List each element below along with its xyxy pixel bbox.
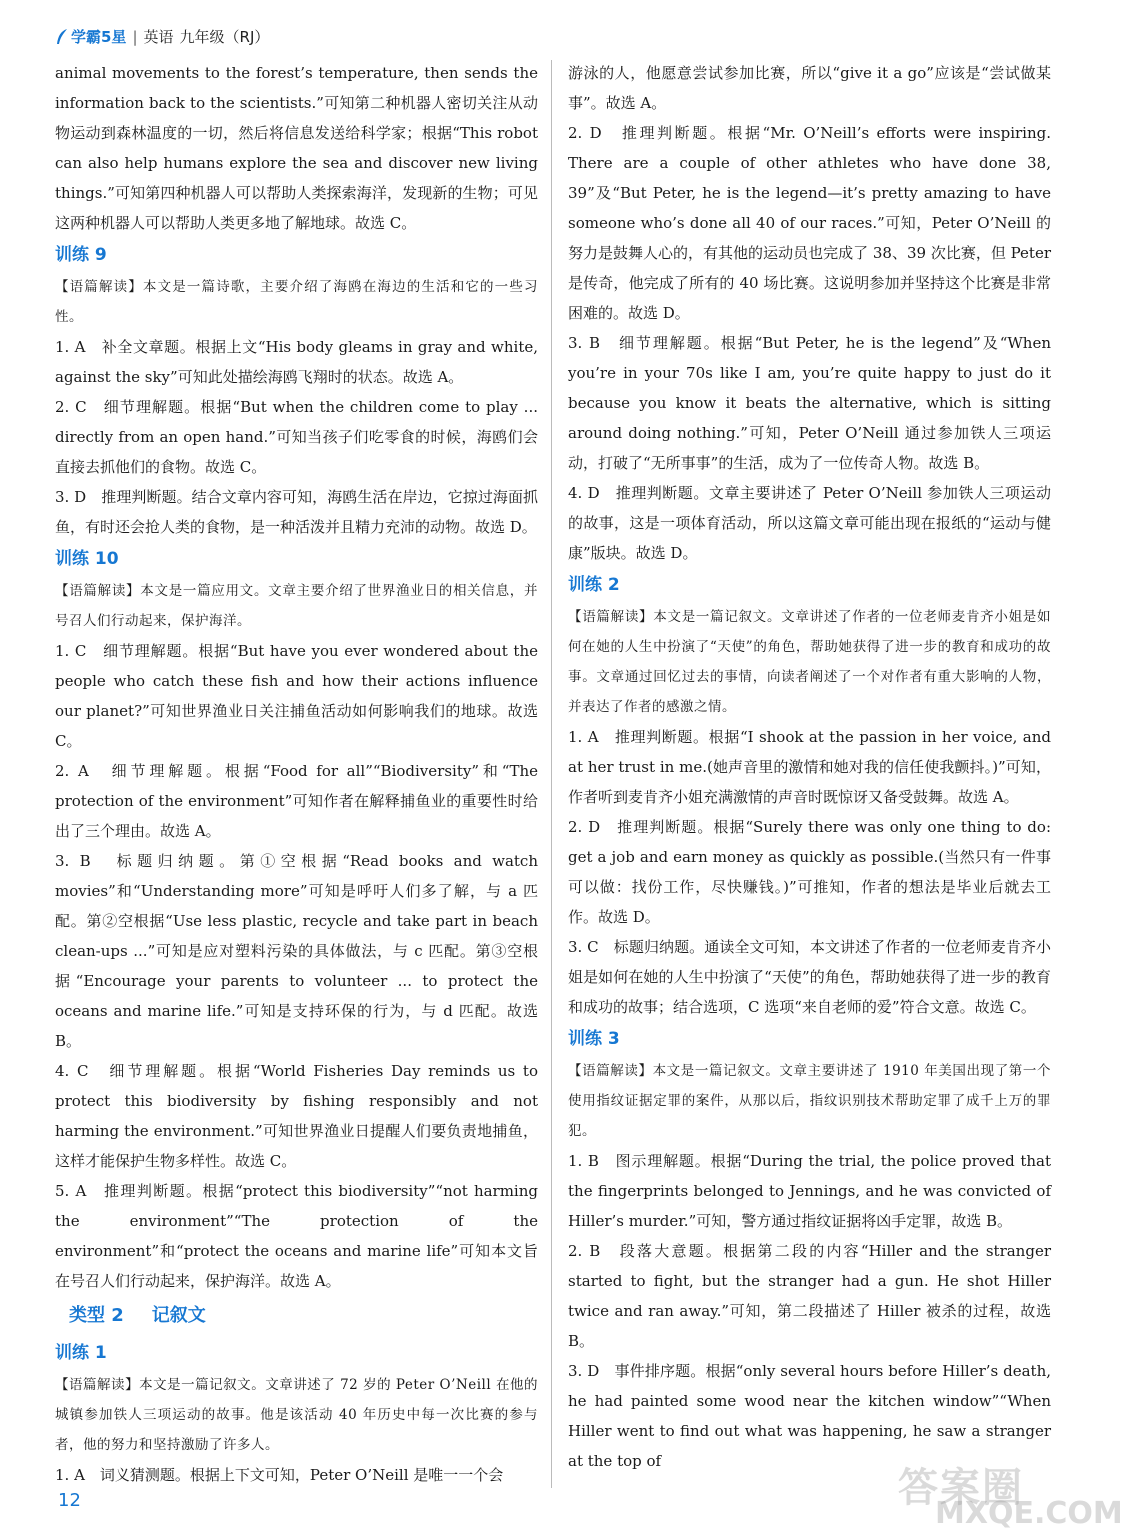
passage-analysis: 【语篇解读】本文是一篇记叙文。文章主要讲述了 1910 年美国出现了第一个使用指纹证据定罪的案件，从那以后，指纹识别技术帮助定罪了成千上万的罪犯。 (568, 1063, 1051, 1139)
answer-paragraph: 5. A 推理判断题。根据“protect this biodiversity”“not harming the environment”“The protection of the environment”和“protect the oceans and marine life”可知本文旨在号召人们行动起来，保护海洋。故选 A。 (55, 1182, 538, 1290)
watermark-url: MXQE.COM (935, 1496, 1123, 1531)
column-divider (551, 60, 552, 1488)
passage-analysis: 【语篇解读】本文是一篇记叙文。文章讲述了 72 岁的 Peter O’Neill 在他的城镇参加铁人三项运动的故事。他是该活动 40 年历史中每一次比赛的参与者，他的努力和坚持激励了许多人。 (55, 1377, 538, 1453)
passage-analysis: 【语篇解读】本文是一篇应用文。文章主要介绍了世界渔业日的相关信息，并号召人们行动起来，保护海洋。 (55, 583, 538, 629)
answer-paragraph: 3. D 事件排序题。根据“only several hours before Hiller’s death, he had painted some wood near the kitchen window”“When Hiller went to find out what was happening, he saw a stranger at the top of (568, 1362, 1051, 1470)
watermark-logo: 答案圈 (898, 1465, 1024, 1511)
answer-paragraph: 3. D 推理判断题。结合文章内容可知，海鸥生活在岸边，它掠过海面抓鱼，有时还会抢人类的食物，是一种活泼并且精力充沛的动物。故选 D。 (55, 488, 538, 536)
answer-paragraph: animal movements to the forest’s temperature, then sends the information back to the scientists.”可知第二种机器人密切关注从动物运动到森林温度的一切，然后将信息发送给科学家；根据“This robot can also help humans explore the sea and discover new living things.”可知第四种机器人可以帮助人类探索海洋，发现新的生物；可见这两种机器人可以帮助人类更多地了解地球。故选 C。 (55, 64, 538, 232)
answer-paragraph: 1. A 词义猜测题。根据上下文可知，Peter O’Neill 是唯一一个会 (55, 1466, 504, 1484)
passage-analysis: 【语篇解读】本文是一篇诗歌，主要介绍了海鸥在海边的生活和它的一些习性。 (55, 279, 538, 325)
exercise-heading: 训练 3 (568, 1029, 620, 1049)
answer-paragraph: 2. C 细节理解题。根据“But when the children come to play ... directly from an open hand.”可知当孩子们吃零食的时候，海鸥们会直接去抓他们的食物。故选 C。 (55, 398, 538, 476)
right-column (568, 58, 1051, 1476)
answer-paragraph: 1. B 图示理解题。根据“During the trial, the police proved that the fingerprints belonged to Jennings, and he was convicted of Hiller’s murder.”可知，警方通过指纹证据将凶手定罪，故选 B。 (568, 1152, 1051, 1230)
page-header (55, 26, 269, 47)
answer-paragraph: 4. D 推理判断题。文章主要讲述了 Peter O’Neill 参加铁人三项运动的故事，这是一项体育活动，所以这篇文章可能出现在报纸的“运动与健康”版块。故选 D。 (568, 484, 1051, 562)
header-separator: | (132, 27, 138, 46)
header-grade: 九年级（RJ） (179, 28, 270, 46)
type-name: 记叙文 (151, 1305, 206, 1326)
exercise-heading: 训练 2 (568, 575, 620, 595)
section-type-title (55, 1296, 538, 1336)
left-column (55, 58, 538, 1490)
exercise-heading: 训练 9 (55, 245, 107, 265)
brand-logo (55, 26, 126, 47)
answer-paragraph: 2. A 细节理解题。根据“Food for all”“Biodiversity”和“The protection of the environment”可知作者在解释捕鱼业的重要性时给出了三个理由。故选 A。 (55, 762, 538, 840)
answer-paragraph: 3. C 标题归纳题。通读全文可知，本文讲述了作者的一位老师麦肯齐小姐是如何在她的人生中扮演了“天使”的角色，帮助她获得了进一步的教育和成功的故事；结合选项，C 选项“来自老师的爱”符合文意。故选 C。 (568, 938, 1051, 1016)
answer-paragraph: 1. A 补全文章题。根据上文“His body gleams in gray and white, against the sky”可知此处描绘海鸥飞翔时的状态。故选 A。 (55, 338, 538, 386)
brand-name: 学霸5星 (71, 28, 127, 46)
passage-analysis: 【语篇解读】本文是一篇记叙文。文章讲述了作者的一位老师麦肯齐小姐是如何在她的人生中扮演了“天使”的角色，帮助她获得了进一步的教育和成功的故事。文章通过回忆过去的事情，向读者阐述了一个对作者有重大影响的人物，并表达了作者的感激之情。 (568, 609, 1051, 715)
header-subject: 英语 (143, 28, 174, 46)
answer-paragraph: 游泳的人，他愿意尝试参加比赛，所以“give it a go”应该是“尝试做某事”。故选 A。 (568, 64, 1051, 112)
answer-paragraph: 4. C 细节理解题。根据“World Fisheries Day reminds us to protect this biodiversity by fishing responsibly and not harming the environment.”可知世界渔业日提醒人们要负责地捕鱼，这样才能保护生物多样性。故选 C。 (55, 1062, 538, 1170)
answer-paragraph: 3. B 细节理解题。根据“But Peter, he is the legend”及“When you’re in your 70s like I am, you’re quite happy to just do it because you know it beats the alternative, which is sitting around doing nothing.”可知，Peter O’Neill 通过参加铁人三项运动，打破了“无所事事”的生活，成为了一位传奇人物。故选 B。 (568, 334, 1051, 472)
answer-paragraph: 2. D 推理判断题。根据“Surely there was only one thing to do: get a job and earn money as quickly as possible.(当然只有一件事可以做：找份工作，尽快赚钱。)”可推知，作者的想法是毕业后就去工作。故选 D。 (568, 818, 1051, 926)
answer-paragraph: 2. D 推理判断题。根据“Mr. O’Neill’s efforts were inspiring. There are a couple of other athletes who have done 38, 39”及“But Peter, he is the legend—it’s pretty amazing to have someone who’s done all 40 of our races.”可知，Peter O’Neill 的努力是鼓舞人心的，有其他的运动员也完成了 38、39 次比赛，但 Peter 是传奇，他完成了所有的 40 场比赛。这说明参加并坚持这个比赛是非常困难的。故选 D。 (568, 124, 1051, 322)
answer-paragraph: 1. A 推理判断题。根据“I shook at the passion in her voice, and at her trust in me.(她声音里的激情和她对我的信任使我颤抖。)”可知，作者听到麦肯齐小姐充满激情的声音时既惊讶又备受鼓舞。故选 A。 (568, 728, 1051, 806)
exercise-heading: 训练 10 (55, 549, 119, 569)
feather-icon (55, 28, 69, 46)
type-label: 类型 2 (69, 1305, 124, 1326)
page-number: 12 (58, 1490, 81, 1511)
exercise-heading: 训练 1 (55, 1343, 107, 1363)
answer-paragraph: 3. B 标题归纳题。第①空根据“Read books and watch movies”和“Understanding more”可知是呼吁人们多了解，与 a 匹配。第②空根据“Use less plastic, recycle and take part in beach clean-ups ...”可知是应对塑料污染的具体做法，与 c 匹配。第③空根据“Encourage your parents to volunteer ... to protect the oceans and marine life.”可知是支持环保的行为，与 d 匹配。故选 B。 (55, 852, 538, 1050)
answer-paragraph: 2. B 段落大意题。根据第二段的内容“Hiller and the stranger started to fight, but the stranger had a gun. He shot Hiller twice and ran away.”可知，第二段描述了 Hiller 被杀的过程，故选 B。 (568, 1242, 1051, 1350)
answer-paragraph: 1. C 细节理解题。根据“But have you ever wondered about the people who catch these fish and how their actions influence our planet?”可知世界渔业日关注捕鱼活动如何影响我们的地球。故选 C。 (55, 642, 538, 750)
